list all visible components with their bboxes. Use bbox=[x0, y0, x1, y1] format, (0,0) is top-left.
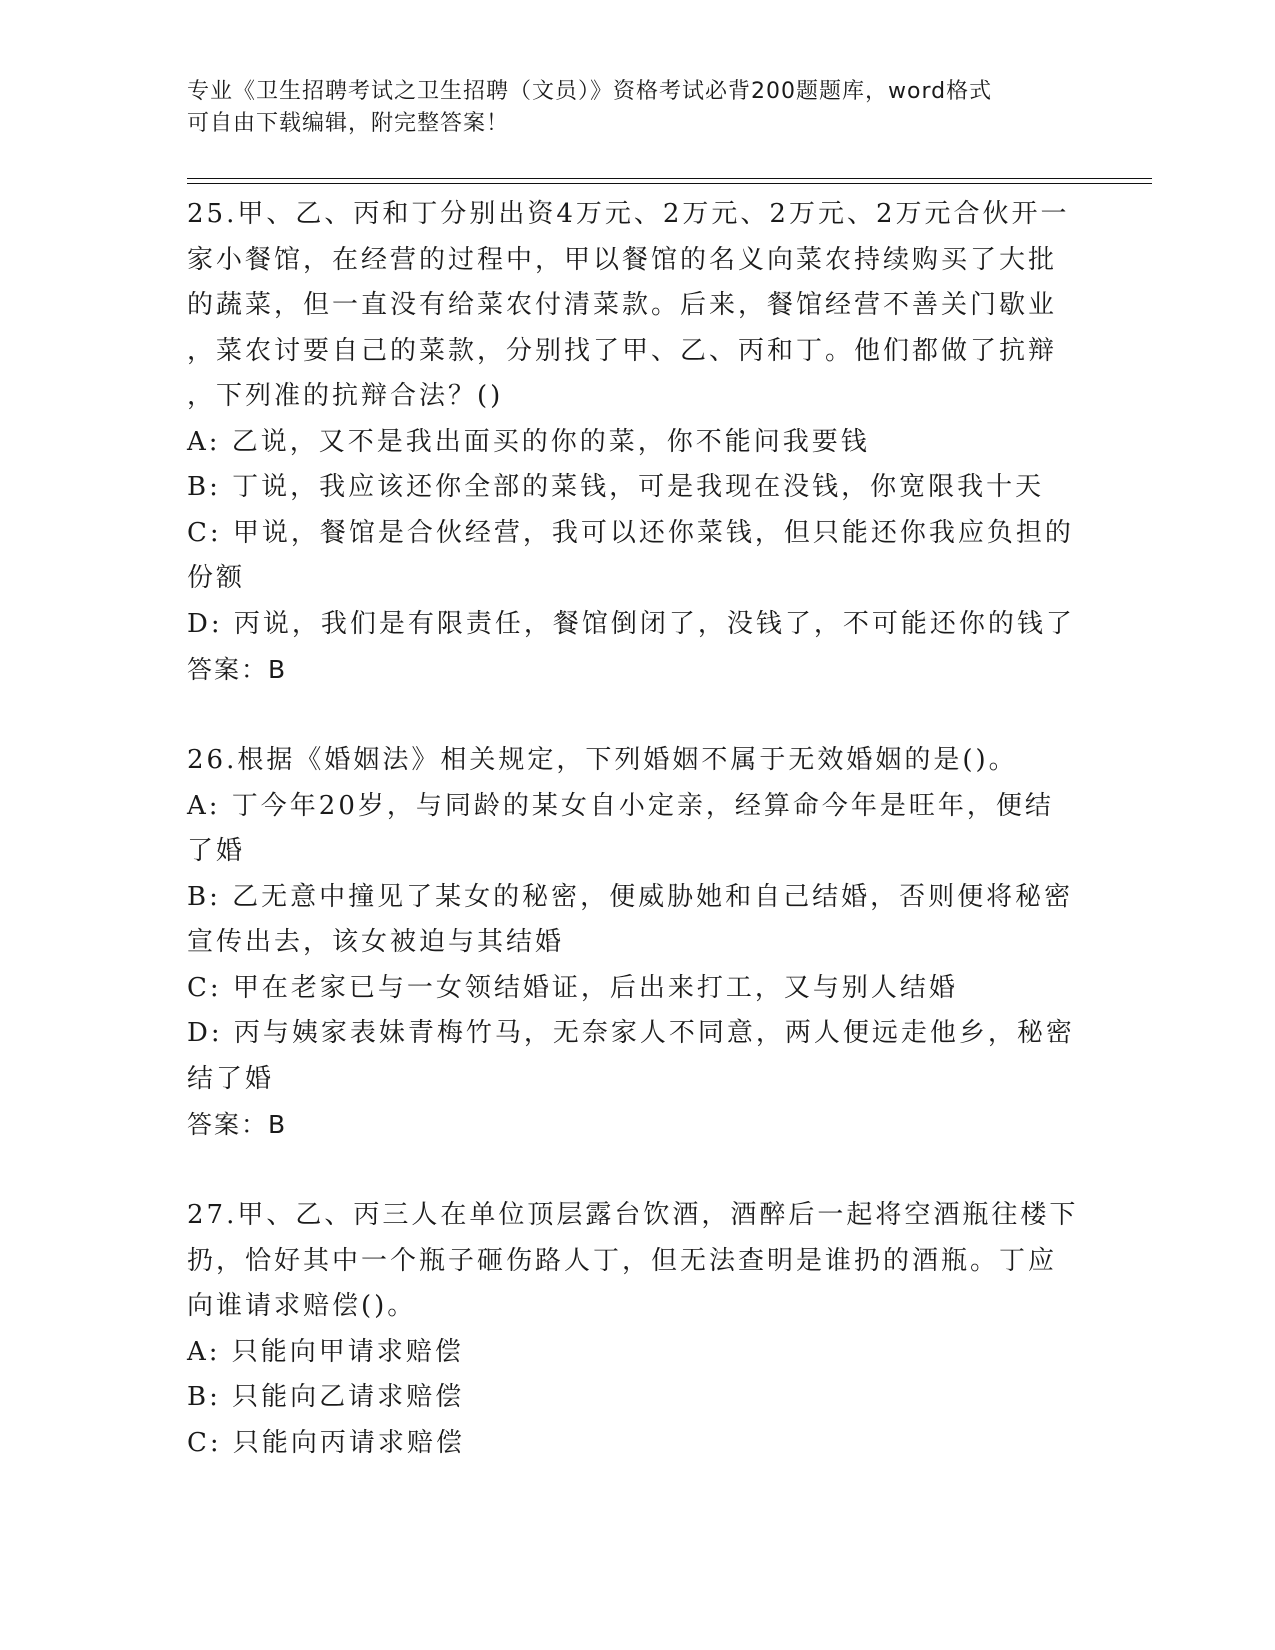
header-divider-bottom bbox=[187, 183, 1152, 184]
stem-line: ，下列准的抗辩合法？() bbox=[187, 381, 504, 411]
option-b: B: 丁说，我应该还你全部的菜钱，可是我现在没钱，你宽限我十天 bbox=[187, 472, 1045, 502]
stem-line: ，菜农讨要自己的菜款，分别找了甲、乙、丙和丁。他们都做了抗辩 bbox=[187, 335, 1058, 366]
stem-line: 向谁请求赔偿()。 bbox=[187, 1291, 417, 1321]
option-c: C: 甲在老家已与一女领结婚证，后出来打工，又与别人结婚 bbox=[187, 972, 958, 1003]
question-25 bbox=[187, 192, 1087, 693]
header-divider-top bbox=[187, 178, 1152, 179]
answer-line: 答案：B bbox=[187, 1110, 288, 1139]
question-27 bbox=[187, 1193, 1087, 1466]
question-spacer bbox=[187, 693, 1087, 739]
question-stem bbox=[187, 1193, 1087, 1330]
option-c: C: 只能向丙请求赔偿 bbox=[187, 1427, 465, 1458]
answer-line: 答案：B bbox=[187, 655, 288, 684]
question-spacer bbox=[187, 1148, 1087, 1194]
stem-line: 27.甲、乙、丙三人在单位顶层露台饮酒，酒醉后一起将空酒瓶往楼下 bbox=[187, 1200, 1079, 1230]
stem-line: 25.甲、乙、丙和丁分别出资4万元、2万元、2万元、2万元合伙开一 bbox=[187, 199, 1070, 229]
stem-line: 扔，恰好其中一个瓶子砸伤路人丁，但无法查明是谁扔的酒瓶。丁应 bbox=[187, 1245, 1058, 1276]
option-a: A: 丁今年20岁，与同龄的某女自小定亲，经算命今年是旺年，便结 了婚 bbox=[187, 790, 1054, 866]
stem-line: 家小餐馆，在经营的过程中，甲以餐馆的名义向菜农持续购买了大批 bbox=[187, 244, 1058, 275]
option-a: A: 乙说，又不是我出面买的你的菜，你不能问我要钱 bbox=[187, 426, 870, 457]
option-b: B: 只能向乙请求赔偿 bbox=[187, 1382, 465, 1412]
option-a: A: 只能向甲请求赔偿 bbox=[187, 1336, 464, 1367]
option-b: B: 乙无意中撞见了某女的秘密，便威胁她和自己结婚，否则便将秘密 宣传出去，该女被迫与其结婚 bbox=[187, 881, 1074, 957]
option-d: D: 丙与姨家表妹青梅竹马，无奈家人不同意，两人便远走他乡，秘密 结了婚 bbox=[187, 1018, 1075, 1094]
question-26 bbox=[187, 738, 1087, 1148]
option-d: D: 丙说，我们是有限责任，餐馆倒闭了，没钱了，不可能还你的钱了 bbox=[187, 608, 1075, 639]
question-list bbox=[187, 192, 1087, 1466]
header-line-1: 专业《卫生招聘考试之卫生招聘（文员）》资格考试必背200题题库，word格式 bbox=[187, 79, 993, 104]
question-stem bbox=[187, 192, 1087, 420]
stem-line: 26.根据《婚姻法》相关规定，下列婚姻不属于无效婚姻的是()。 bbox=[187, 745, 1018, 775]
document-header bbox=[187, 76, 1087, 140]
question-stem bbox=[187, 738, 1087, 784]
stem-line: 的蔬菜，但一直没有给菜农付清菜款。后来，餐馆经营不善关门歇业 bbox=[187, 290, 1058, 320]
option-c: C: 甲说，餐馆是合伙经营，我可以还你菜钱，但只能还你我应负担的 份额 bbox=[187, 517, 1074, 593]
header-line-2: 可自由下载编辑，附完整答案！ bbox=[187, 111, 510, 136]
